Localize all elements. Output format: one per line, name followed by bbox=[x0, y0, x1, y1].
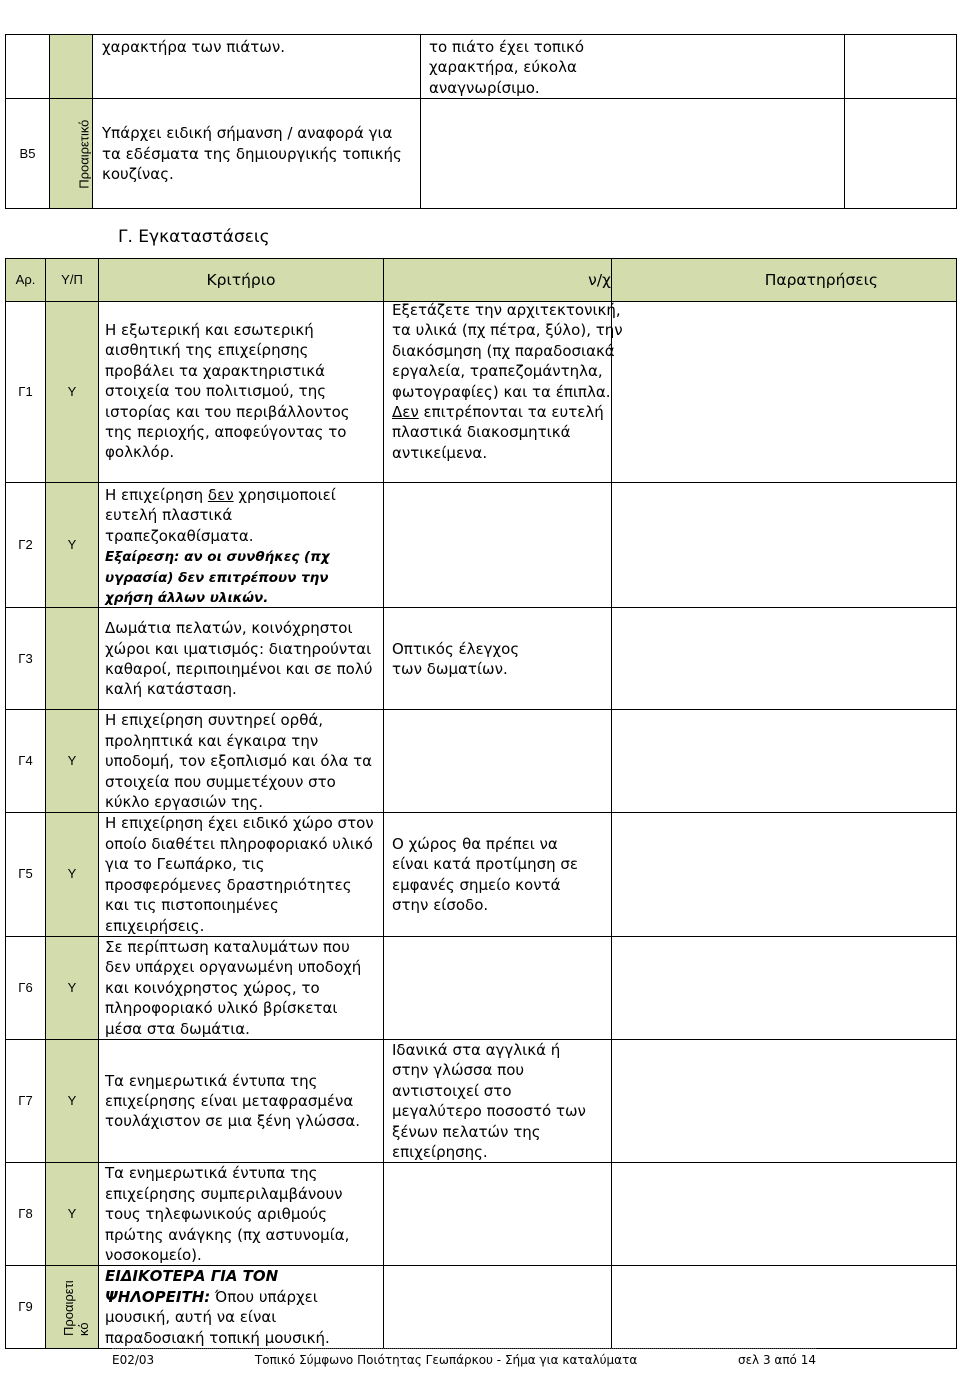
header-yp: Υ/Π bbox=[46, 259, 99, 302]
criterion-text: Η επιχείρηση έχει ειδικό χώρο στον οποίο διαθέτει πληροφοριακό υλικό για το Γεωπάρκο, τις προσφερόμενες δραστηριότητες και τις πιστοποιημένες επιχειρήσεις. bbox=[99, 813, 384, 936]
notes-text: Εξετάζετε την αρχιτεκτονική, τα υλικά (πχ πέτρα, ξύλο), την διακόσμηση (πχ παραδοσιακά εργαλεία, τραπεζομάντηλα, φωτογραφίες) και τα έπιπλα. Δεν επιτρέπονται τα ευτελή πλαστικά διακοσμητικά αντικείμενα. bbox=[392, 301, 623, 462]
document-code: Ε02/03 bbox=[112, 1353, 155, 1367]
facilities-criteria-table bbox=[5, 258, 957, 1349]
criterion-number: Β5 bbox=[6, 99, 50, 209]
header-vx: ν/χ bbox=[384, 259, 612, 302]
table-header-row bbox=[6, 259, 957, 302]
criterion-number: Γ8 bbox=[6, 1163, 46, 1266]
required-flag: Υ bbox=[46, 302, 99, 483]
criterion-number: Γ2 bbox=[6, 483, 46, 608]
criterion-number: Γ7 bbox=[6, 1039, 46, 1162]
required-flag: Υ bbox=[46, 1039, 99, 1162]
notes-text: Ο χώρος θα πρέπει να είναι κατά προτίμηση σε εμφανές σημείο κοντά στην είσοδο. bbox=[384, 813, 612, 936]
table-row bbox=[6, 483, 957, 608]
optional-label: Προαιρετικό bbox=[76, 119, 92, 189]
criterion-text: ΕΙΔΙΚΟΤΕΡΑ ΓΙΑ ΤΟΝ ΨΗΛΟΡΕΙΤΗ: Όπου υπάρχει μουσική, αυτή να είναι παραδοσιακή τοπική μουσική. bbox=[99, 1266, 384, 1349]
table-row bbox=[6, 813, 957, 936]
criterion-number: Γ9 bbox=[6, 1266, 46, 1349]
table-row bbox=[6, 608, 957, 710]
required-flag: Υ bbox=[46, 483, 99, 608]
header-criterion: Κριτήριο bbox=[99, 259, 384, 302]
table-row bbox=[6, 1039, 957, 1162]
required-flag: Υ bbox=[46, 813, 99, 936]
page-number: σελ 3 από 14 bbox=[737, 1353, 816, 1367]
criterion-number: Γ5 bbox=[6, 813, 46, 936]
criterion-number: Γ1 bbox=[6, 302, 46, 483]
table-row bbox=[6, 1163, 957, 1266]
criterion-text: Η επιχείρηση δεν χρησιμοποιεί ευτελή πλαστικά τραπεζοκαθίσματα. Εξαίρεση: αν οι συνθήκες (πχ υγρασία) δεν επιτρέπουν την χρήση άλλων υλικών. bbox=[99, 483, 384, 608]
notes-text: το πιάτο έχει τοπικό χαρακτήρα, εύκολα αναγνωρίσιμο. bbox=[421, 35, 845, 99]
criterion-text: Η εξωτερική και εσωτερική αισθητική της επιχείρησης προβάλει τα χαρακτηριστικά στοιχεία του πολιτισμού, της ιστορίας και του περιβάλλοντος της περιοχής, αποφεύγοντας το φολκλόρ. bbox=[99, 302, 384, 483]
required-flag: Υ bbox=[46, 1163, 99, 1266]
exception-note: Εξαίρεση: αν οι συνθήκες (πχ υγρασία) δεν επιτρέπουν την χρήση άλλων υλικών. bbox=[105, 549, 330, 607]
top-criteria-table bbox=[5, 34, 957, 209]
criterion-text: Υπάρχει ειδική σήμανση / αναφορά για τα εδέσματα της δημιουργικής τοπικής κουζίνας. bbox=[93, 99, 421, 209]
notes-text: Οπτικός έλεγχος των δωματίων. bbox=[384, 608, 612, 710]
criterion-text: Τα ενημερωτικά έντυπα της επιχείρησης είναι μεταφρασμένα τουλάχιστον σε μια ξένη γλώσσα. bbox=[99, 1039, 384, 1162]
criterion-text: χαρακτήρα των πιάτων. bbox=[93, 35, 421, 99]
table-row bbox=[6, 710, 957, 813]
criterion-number: Γ3 bbox=[6, 608, 46, 710]
required-flag: Υ bbox=[46, 710, 99, 813]
table-row bbox=[6, 35, 957, 99]
optional-label: Προαιρετι κό bbox=[61, 1280, 91, 1337]
criterion-text: Τα ενημερωτικά έντυπα της επιχείρησης συμπεριλαμβάνουν τους τηλεφωνικούς αριθμούς πρώτης ανάγκης (πχ αστυνομία, νοσοκομείο). bbox=[99, 1163, 384, 1266]
criterion-text: Δωμάτια πελατών, κοινόχρηστοι χώροι και ιματισμός: διατηρούνται καθαροί, περιποιημένοι και σε πολύ καλή κατάσταση. bbox=[99, 608, 384, 710]
criterion-number: Γ4 bbox=[6, 710, 46, 813]
header-num: Αρ. bbox=[6, 259, 46, 302]
header-notes: Παρατηρήσεις bbox=[612, 259, 957, 302]
criterion-number: Γ6 bbox=[6, 936, 46, 1039]
document-title: Τοπικό Σύμφωνο Ποιότητας Γεωπάρκου - Σήμα για καταλύματα bbox=[254, 1353, 638, 1367]
required-flag: Υ bbox=[46, 936, 99, 1039]
table-row bbox=[6, 1266, 957, 1349]
criterion-text: Σε περίπτωση καταλυμάτων που δεν υπάρχει οργανωμένη υποδοχή και κοινόχρηστος χώρος, το πληροφοριακό υλικό βρίσκεται μέσα στα δωμάτια. bbox=[99, 936, 384, 1039]
section-title: Γ. Εγκαταστάσεις bbox=[118, 227, 270, 247]
criterion-text: Η επιχείρηση συντηρεί ορθά, προληπτικά και έγκαιρα την υποδομή, τον εξοπλισμό και όλα τα στοιχεία που συμμετέχουν στο κύκλο εργασιών της. bbox=[99, 710, 384, 813]
table-row bbox=[6, 302, 957, 483]
page-footer bbox=[112, 1348, 816, 1367]
table-row bbox=[6, 99, 957, 209]
table-row bbox=[6, 936, 957, 1039]
required-flag bbox=[46, 608, 99, 710]
notes-text: Ιδανικά στα αγγλικά ή στην γλώσσα που αντιστοιχεί στο μεγαλύτερο ποσοστό των ξένων πελατών της επιχείρησης. bbox=[384, 1039, 612, 1162]
